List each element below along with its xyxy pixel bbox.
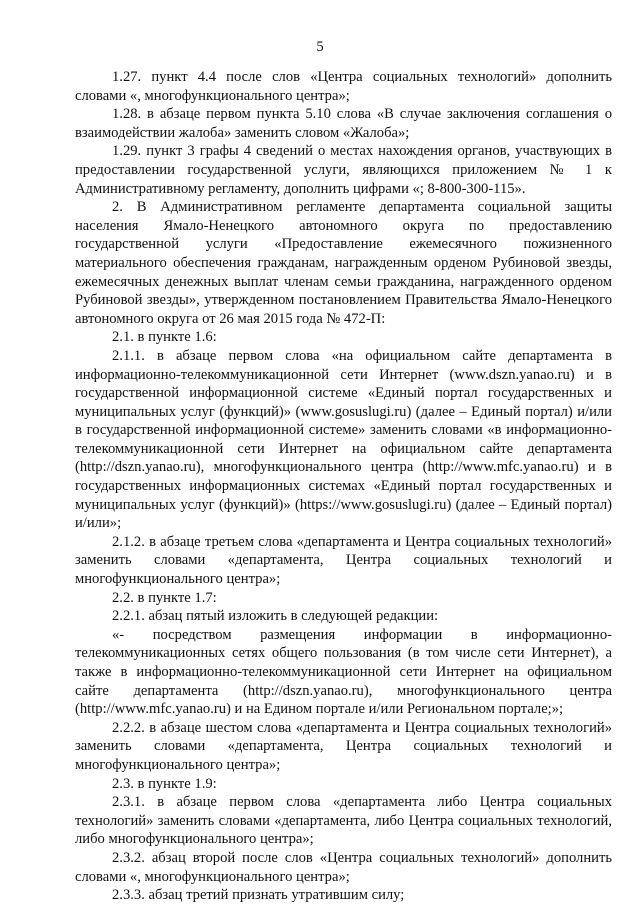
paragraph-2-1-1: 2.1.1. в абзаце первом слова «на официальном сайте департамента в информационно-телекоммуникационной сети Интернет (www.dszn.yanao.ru) и в государственной информационной системе «Единый портал государственных и муниципальных услуг (функций)» (www.gosuslugi.ru) (далее – Единый портал) и/или в государственной информационной системе» заменить словами «в информационно-телекоммуникационной сети Интернет на официальном сайте департамента (http://dszn.yanao.ru), многофункционального центра (http://www.mfc.yanao.ru) и в государственных информационных системах «Единый портал государственных и муниципальных услуг (функций)» (https://www.gosuslugi.ru) (далее – Единый портал) и/или»; <box>75 347 612 532</box>
document-body <box>75 68 612 905</box>
paragraph-2-3-1: 2.3.1. в абзаце первом слова «департамента либо Центра социальных технологий» заменить словами «департамента, либо Центра социальных технологий, либо многофункционального центра»; <box>75 794 612 848</box>
paragraph-2-1: 2.1. в пункте 1.6: <box>112 329 217 346</box>
paragraph-2-2: 2.2. в пункте 1.7: <box>112 589 217 606</box>
paragraph-quoted-text: «- посредством размещения информации в информационно-телекоммуникационных сетях общего пользования (в том числе сети Интернет), а также в информационно-телекоммуникационной сети Интернет на официальном сайте департамента (http://dszn.yanao.ru), многофункционального центра (http://www.mfc.yanao.ru) и на Едином портале и/или Региональном портале;»; <box>75 626 612 718</box>
paragraph-2-3-3: 2.3.3. абзац третий признать утратившим силу; <box>112 887 405 904</box>
paragraph-2-2-2: 2.2.2. в абзаце шестом слова «департамента и Центра социальных технологий» заменить словами «департамента, Центра социальных технологий и многофункционального центра»; <box>75 719 612 773</box>
page-number: 5 <box>316 39 324 55</box>
paragraph-1-27: 1.27. пункт 4.4 после слов «Центра социальных технологий» дополнить словами «, многофункционального центра»; <box>75 69 612 104</box>
paragraph-1-28: 1.28. в абзаце первом пункта 5.10 слова «В случае заключения соглашения о взаимодействии жалоба» заменить словом «Жалоба»; <box>75 106 612 141</box>
paragraph-1-29: 1.29. пункт 3 графы 4 сведений о местах нахождения органов, участвующих в предоставлении государственной услуги, являющихся приложением № 1 к Административному регламенту, дополнить цифрами «; 8-800-300-115». <box>75 143 612 197</box>
paragraph-2-3-2: 2.3.2. абзац второй после слов «Центра социальных технологий» дополнить словами «, многофункционального центра»; <box>75 849 612 885</box>
paragraph-2-3: 2.3. в пункте 1.9: <box>112 775 217 792</box>
paragraph-2-1-2: 2.1.2. в абзаце третьем слова «департамента и Центра социальных технологий» заменить словами «департамента, Центра социальных технологий и многофункционального центра»; <box>75 533 612 588</box>
paragraph-2: 2. В Административном регламенте департамента социальной защиты населения Ямало-Ненецкого автономного округа по предоставлению государственной услуги «Предоставление ежемесячного пожизненного материального обеспечения гражданам, награжденным орденом Рубиновой звезды, ежемесячных денежных выплат членам семьи гражданина, награжденного орденом Рубиновой звезды», утвержденном постановлением Правительства Ямало-Ненецкого автономного округа от 26 мая 2015 года № 472-П: <box>75 199 612 327</box>
paragraph-2-2-1: 2.2.1. абзац пятый изложить в следующей редакции: <box>112 608 439 625</box>
